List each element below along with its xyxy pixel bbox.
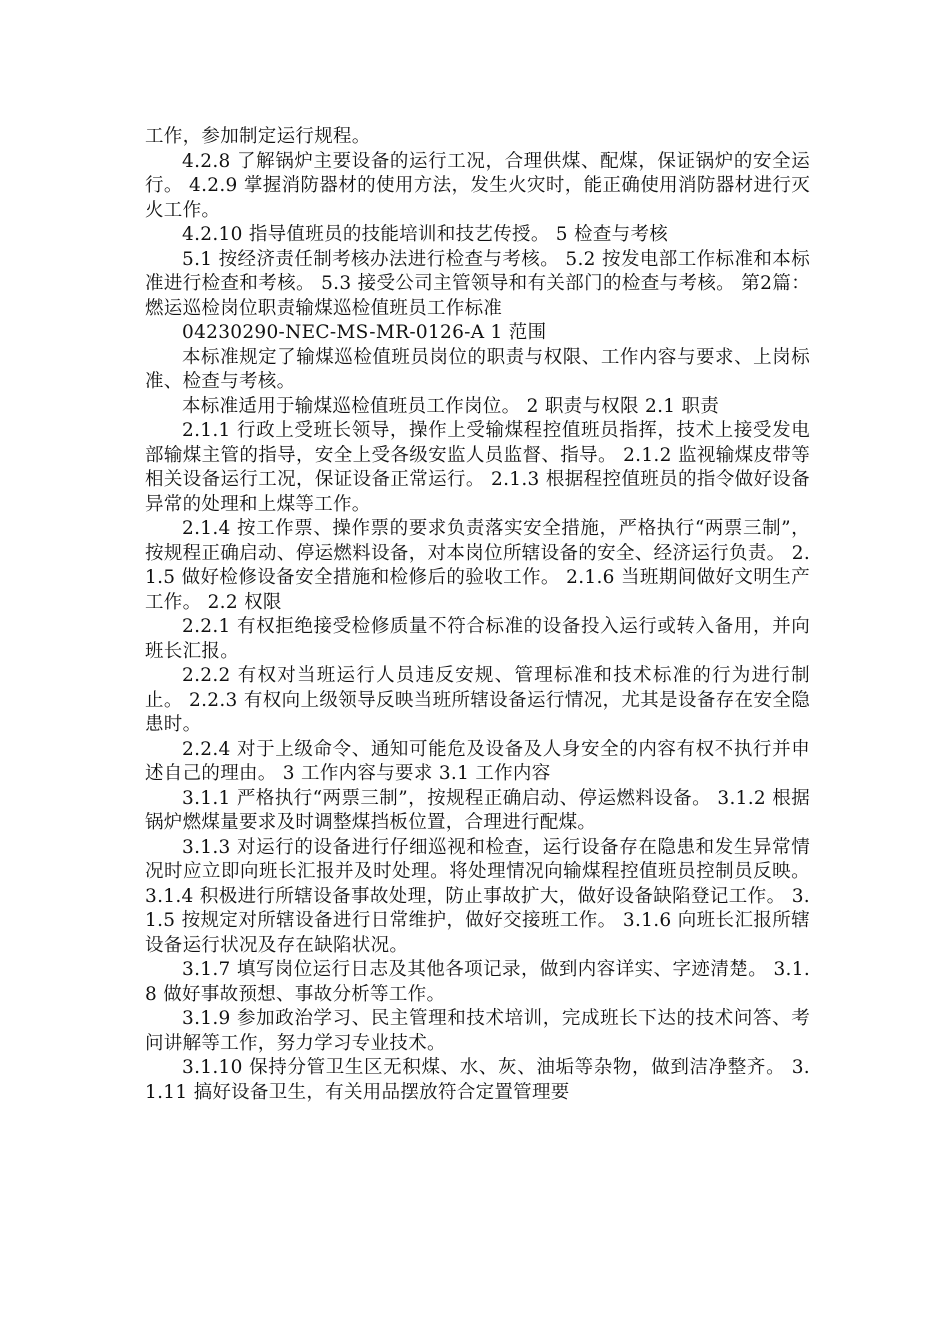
paragraph: 04230290-NEC-MS-MR-0126-A 1 范围 — [182, 322, 547, 343]
paragraph: 4.2.10 指导值班员的技能培训和技艺传授。 5 检查与考核 — [182, 224, 669, 245]
paragraph: 本标准规定了输煤巡检值班员岗位的职责与权限、工作内容与要求、上岗标准、检查与考核。 — [145, 346, 810, 392]
paragraph: 3.1.9 参加政治学习、民主管理和技术培训，完成班长下达的技术问答、考问讲解等工作，努力学习专业技术。 — [145, 1008, 810, 1054]
paragraph: 5.1 按经济责任制考核办法进行检查与考核。 5.2 按发电部工作标准和本标准进行检查和考核。 5.3 接受公司主管领导和有关部门的检查与考核。 第2篇：燃运巡检岗位职责输煤巡检值班员工作标准 — [145, 248, 810, 319]
paragraph: 3.1.7 填写岗位运行日志及其他各项记录，做到内容详实、字迹清楚。 3.1.8 做好事故预想、事故分析等工作。 — [145, 959, 810, 1005]
paragraph: 2.1.1 行政上受班长领导，操作上受输煤程控值班员指挥，技术上接受发电部输煤主管的指导，安全上受各级安监人员监督、指导。 2.1.2 监视输煤皮带等相关设备运行工况，保证设备正常运行。 2.1.3 根据程控值班员的指令做好设备异常的处理和上煤等工作。 — [145, 420, 810, 515]
paragraph: 2.2.1 有权拒绝接受检修质量不符合标准的设备投入运行或转入备用，并向班长汇报。 — [145, 616, 810, 662]
document-body — [145, 125, 810, 1105]
paragraph: 2.1.4 按工作票、操作票的要求负责落实安全措施，严格执行“两票三制”，按规程正确启动、停运燃料设备，对本岗位所辖设备的安全、经济运行负责。 2.1.5 做好检修设备安全措施和检修后的验收工作。 2.1.6 当班期间做好文明生产工作。 2.2 权限 — [145, 518, 810, 613]
paragraph: 4.2.8 了解锅炉主要设备的运行工况，合理供煤、配煤，保证锅炉的安全运行。 4.2.9 掌握消防器材的使用方法，发生火灾时，能正确使用消防器材进行灭火工作。 — [145, 150, 810, 221]
paragraph: 2.2.2 有权对当班运行人员违反安规、管理标准和技术标准的行为进行制止。 2.2.3 有权向上级领导反映当班所辖设备运行情况，尤其是设备存在安全隐患时。 — [145, 665, 810, 735]
paragraph: 3.1.10 保持分管卫生区无积煤、水、灰、油垢等杂物，做到洁净整齐。 3.1.11 搞好设备卫生，有关用品摆放符合定置管理要 — [145, 1057, 810, 1103]
paragraph: 工作，参加制定运行规程。 — [145, 126, 371, 147]
paragraph: 本标准适用于输煤巡检值班员工作岗位。 2 职责与权限 2.1 职责 — [182, 395, 720, 417]
paragraph: 2.2.4 对于上级命令、通知可能危及设备及人身安全的内容有权不执行并申述自己的理由。 3 工作内容与要求 3.1 工作内容 — [145, 738, 810, 784]
paragraph: 3.1.1 严格执行“两票三制”，按规程正确启动、停运燃料设备。 3.1.2 根据锅炉燃煤量要求及时调整煤挡板位置，合理进行配煤。 — [145, 787, 810, 833]
paragraph: 3.1.3 对运行的设备进行仔细巡视和检查，运行设备存在隐患和发生异常情况时应立即向班长汇报并及时处理。将处理情况向输煤程控值班员控制员反映。 3.1.4 积极进行所辖设备事故处理，防止事故扩大，做好设备缺陷登记工作。 3.1.5 按规定对所辖设备进行日常维护，做好交接班工作。 3.1.6 向班长汇报所辖设备运行状况及存在缺陷状况。 — [145, 836, 810, 956]
